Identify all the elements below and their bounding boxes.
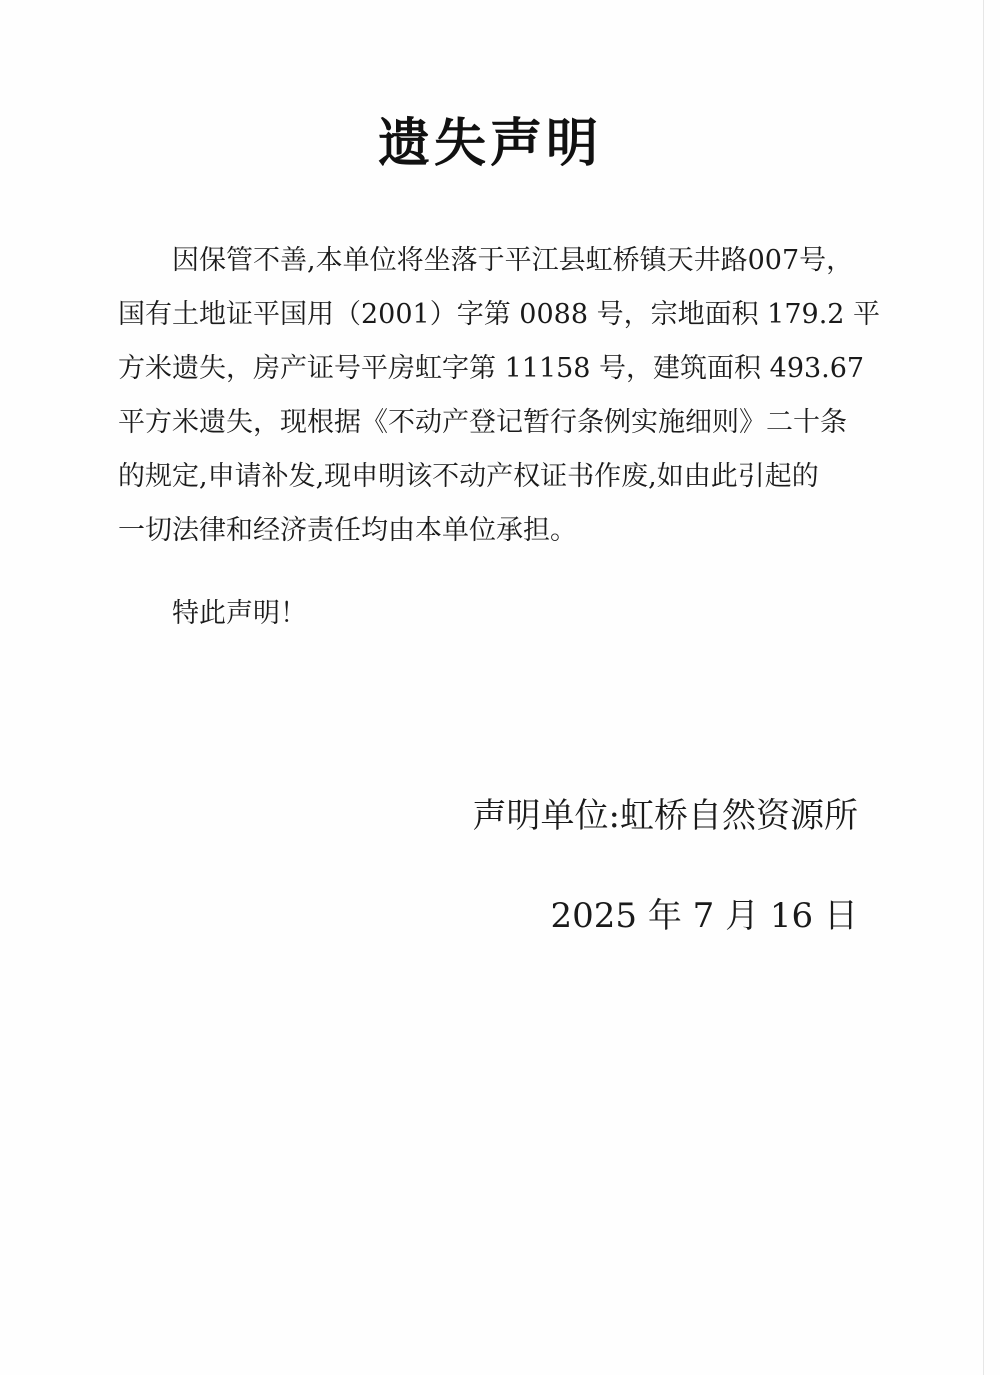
body-line: 方米遗失，房产证号平房虹字第 11158 号，建筑面积 493.67 xyxy=(118,353,865,384)
body-line: 因保管不善,本单位将坐落于平江县虹桥镇天井路007号， xyxy=(172,245,854,276)
closing-statement: 特此声明！ xyxy=(172,598,307,629)
declaring-unit: 声明单位:虹桥自然资源所 xyxy=(472,796,858,836)
body-line: 平方米遗失，现根据《不动产登记暂行条例实施细则》二十条 xyxy=(118,407,847,438)
document-body xyxy=(118,234,898,558)
document-title: 遗失声明 xyxy=(377,114,602,174)
body-line: 的规定,申请补发,现申明该不动产权证书作废,如由此引起的 xyxy=(118,461,819,492)
body-line: 一切法律和经济责任均由本单位承担。 xyxy=(118,515,577,546)
body-line: 国有土地证平国用（2001）字第 0088 号，宗地面积 179.2 平 xyxy=(118,299,881,330)
page-edge-line xyxy=(983,0,984,1375)
declaration-date: 2025 年 7 月 16 日 xyxy=(550,896,858,936)
